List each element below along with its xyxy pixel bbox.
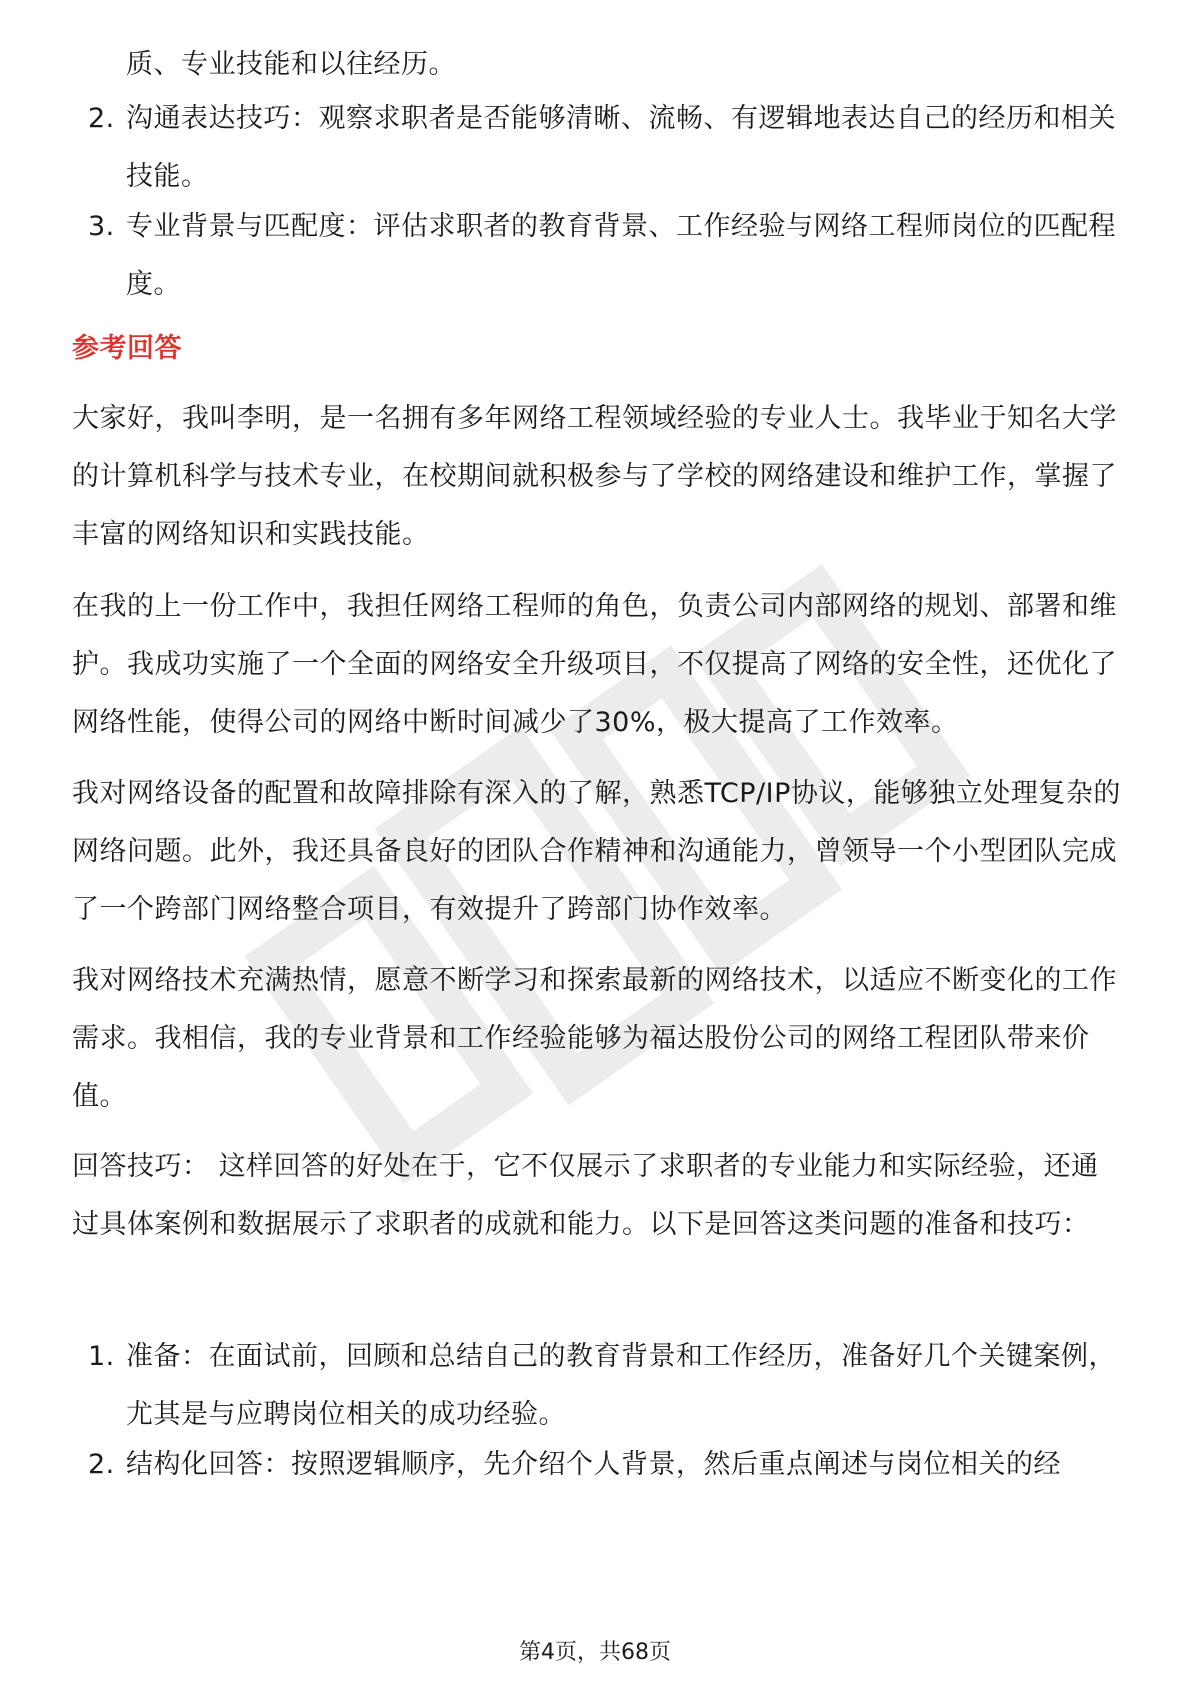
paragraph: 我对网络设备的配置和故障排除有深入的了解，熟悉TCP/IP协议，能够独立处理复杂的网络问题。此外，我还具备良好的团队合作精神和沟通能力，曾领导一个小型团队完成了一个跨部门网络整合项目，有效提升了跨部门协作效率。 xyxy=(72,778,1121,925)
answer-tips-paragraph: 回答技巧： 这样回答的好处在于，它不仅展示了求职者的专业能力和实际经验，还通过具体案例和数据展示了求职者的成就和能力。以下是回答这类问题的准备和技巧： xyxy=(72,1151,1099,1240)
paragraph: 大家好，我叫李明，是一名拥有多年网络工程领域经验的专业人士。我毕业于知名大学的计算机科学与技术专业，在校期间就积极参与了学校的网络建设和维护工作，掌握了丰富的网络知识和实践技能。 xyxy=(72,403,1117,550)
list-item xyxy=(72,198,1122,314)
page-number-footer: 第4页，共68页 xyxy=(519,1640,671,1665)
list-item xyxy=(72,1436,1122,1494)
list-item-text: 沟通表达技巧：观察求职者是否能够清晰、流畅、有逻辑地表达自己的经历和相关技能。 xyxy=(126,103,1116,192)
list-item xyxy=(72,90,1122,206)
list-item-text: 结构化回答：按照逻辑顺序，先介绍个人背景，然后重点阐述与岗位相关的经 xyxy=(126,1449,1061,1480)
paragraph: 我对网络技术充满热情，愿意不断学习和探索最新的网络技术，以适应不断变化的工作需求。我相信，我的专业背景和工作经验能够为福达股份公司的网络工程团队带来价值。 xyxy=(72,965,1117,1112)
continued-list-text: 质、专业技能和以往经历。 xyxy=(126,49,456,80)
list-item-text: 准备：在面试前，回顾和总结自己的教育背景和工作经历，准备好几个关键案例，尤其是与应聘岗位相关的成功经验。 xyxy=(126,1341,1116,1430)
list-number: 2. xyxy=(88,1449,115,1480)
list-item-text: 专业背景与匹配度：评估求职者的教育背景、工作经验与网络工程师岗位的匹配程度。 xyxy=(126,211,1116,300)
list-number: 2. xyxy=(88,103,115,134)
paragraph: 在我的上一份工作中，我担任网络工程师的角色，负责公司内部网络的规划、部署和维护。我成功实施了一个全面的网络安全升级项目，不仅提高了网络的安全性，还优化了网络性能，使得公司的网络中断时间减少了30%，极大提高了工作效率。 xyxy=(72,591,1117,738)
list-item xyxy=(72,1328,1122,1444)
section-title: 参考回答 xyxy=(72,333,182,364)
list-number: 1. xyxy=(88,1341,115,1372)
list-number: 3. xyxy=(88,211,115,242)
